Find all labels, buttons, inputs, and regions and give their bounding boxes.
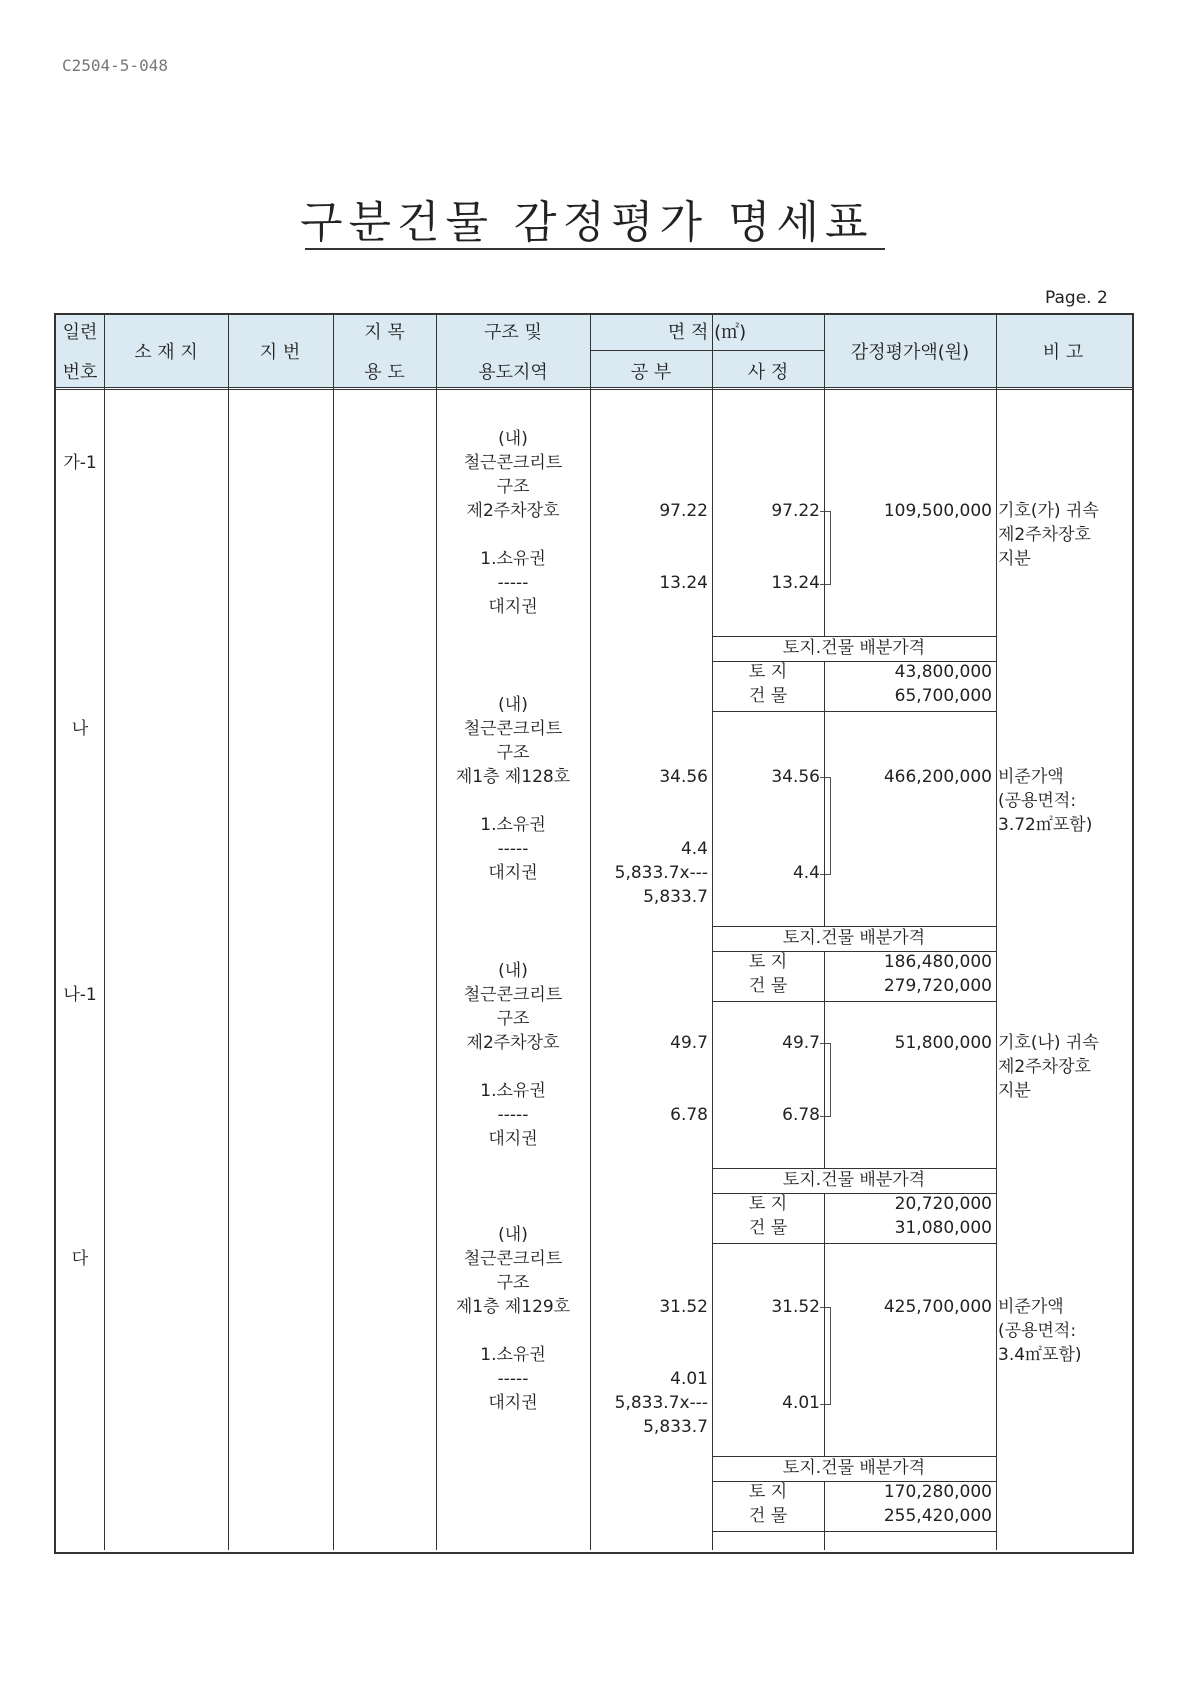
serial-number: 나 [71,719,89,739]
allocation-right-divider [996,1168,997,1244]
allocation-title: 토지.건물 배분가격 [782,928,926,948]
remarks-column-divider-part [996,1001,997,1168]
structure-line: 구조 [496,1009,530,1029]
structure-line: 1.소유권 [480,549,546,569]
structure-line: ----- [497,573,529,593]
building-label: 건 물 [748,976,788,996]
building-label: 건 물 [748,1506,788,1526]
area-actual-value: 4.01 [782,1393,820,1413]
header-area-public: 공 부 [630,362,672,383]
structure-line: 대지권 [488,863,538,883]
structure-line: ----- [497,1369,529,1389]
structure-line: 구조 [496,477,530,497]
area-public-value: 31.52 [659,1297,708,1317]
area-public-value: 5,833.7x--- [614,863,708,883]
allocation-inner-divider [824,661,825,711]
building-value: 65,700,000 [894,686,992,706]
structure-line: 1.소유권 [480,1345,546,1365]
land-label: 토 지 [748,1194,788,1214]
header-serial-1: 일련 [62,322,98,343]
land-value: 186,480,000 [883,952,992,972]
area-public-value: 13.24 [659,573,708,593]
allocation-right-divider [996,636,997,712]
structure-line: 대지권 [488,1393,538,1413]
remarks-column-divider-part [996,389,997,636]
remarks-line: 3.4㎡포함) [998,1345,1082,1365]
structure-line: (내) [498,695,528,715]
value-bracket [820,777,831,875]
appraised-value: 425,700,000 [883,1297,992,1317]
structure-line: 1.소유권 [480,1081,546,1101]
structure-line: 제2주차장호 [466,501,560,521]
header-serial-2: 번호 [62,362,98,383]
page-number: Page. 2 [1045,288,1108,308]
structure-line: 1.소유권 [480,815,546,835]
area-actual-value: 4.4 [792,863,820,883]
remarks-line: 지분 [998,549,1031,569]
column-divider [104,313,105,1550]
header-appraised-value: 감정평가액(원) [850,342,970,363]
header-area: 면 적 (㎡) [667,322,747,343]
building-value: 31,080,000 [894,1218,992,1238]
allocation-rule-bottom [712,1531,996,1532]
building-label: 건 물 [748,1218,788,1238]
land-value: 20,720,000 [894,1194,992,1214]
area-actual-value: 6.78 [782,1105,820,1125]
page-title: 구분건물 감정평가 명세표 [300,197,874,248]
allocation-title: 토지.건물 배분가격 [782,1170,926,1190]
structure-line: (내) [498,961,528,981]
allocation-inner-divider [824,1481,825,1531]
building-value: 255,420,000 [883,1506,992,1526]
allocation-title: 토지.건물 배분가격 [782,638,926,658]
structure-line: 철근콘크리트 [463,453,563,473]
title-underline [305,248,885,250]
header-rule [54,387,1132,390]
allocation-title: 토지.건물 배분가격 [782,1458,926,1478]
header-structure-2: 용도지역 [478,362,548,383]
allocation-right-divider [996,1456,997,1532]
area-public-value: 6.78 [670,1105,708,1125]
allocation-inner-divider [824,1193,825,1243]
column-divider [824,313,825,389]
area-actual-value: 34.56 [771,767,820,787]
allocation-rule-bottom [712,1243,996,1244]
header-structure-1: 구조 및 [484,322,542,343]
remarks-line: 지분 [998,1081,1031,1101]
remarks-line: 기호(나) 귀속 [998,1033,1099,1053]
column-divider [590,313,591,1550]
header-category-2: 용 도 [364,362,405,383]
value-column-divider [824,1243,825,1456]
remarks-line: 비준가액 [998,1297,1064,1317]
header-location: 소 재 지 [134,342,198,363]
land-value: 170,280,000 [883,1482,992,1502]
area-public-value: 49.7 [670,1033,708,1053]
serial-number: 다 [71,1249,89,1269]
value-bracket [820,1043,831,1117]
structure-line: 제1층 제129호 [455,1297,571,1317]
appraised-value: 466,200,000 [883,767,992,787]
allocation-rule-bottom [712,711,996,712]
structure-line: 제1층 제128호 [455,767,571,787]
header-area-actual: 사 정 [747,362,789,383]
structure-line: ----- [497,839,529,859]
remarks-line: (공용면적: [998,1321,1077,1341]
structure-line: 구조 [496,743,530,763]
value-column-divider [824,711,825,926]
remarks-column-divider-part [996,711,997,926]
column-divider [228,313,229,1550]
value-column-divider [824,1531,825,1550]
serial-number: 가-1 [63,453,97,473]
column-divider [333,313,334,1550]
structure-line: ----- [497,1105,529,1125]
area-public-value: 5,833.7x--- [614,1393,708,1413]
structure-line: 구조 [496,1273,530,1293]
land-label: 토 지 [748,1482,788,1502]
appraised-value: 51,800,000 [894,1033,992,1053]
allocation-inner-divider [824,951,825,1001]
value-column-divider [824,389,825,636]
building-value: 279,720,000 [883,976,992,996]
allocation-right-divider [996,926,997,1002]
building-label: 건 물 [748,686,788,706]
value-bracket [820,1307,831,1405]
structure-line: (내) [498,429,528,449]
structure-line: (내) [498,1225,528,1245]
structure-line: 대지권 [488,1129,538,1149]
land-value: 43,800,000 [894,662,992,682]
remarks-line: (공용면적: [998,791,1077,811]
header-area-subrule [590,350,824,351]
area-public-value: 4.01 [670,1369,708,1389]
allocation-rule-bottom [712,1001,996,1002]
value-column-divider [824,1001,825,1168]
area-public-value: 5,833.7 [643,887,708,907]
header-remarks: 비 고 [1042,342,1084,363]
area-actual-value: 31.52 [771,1297,820,1317]
header-lot-number: 지 번 [259,342,301,363]
land-label: 토 지 [748,952,788,972]
remarks-line: 제2주차장호 [998,525,1091,545]
remarks-column-divider-part [996,1243,997,1456]
structure-line: 제2주차장호 [466,1033,560,1053]
structure-line: 철근콘크리트 [463,1249,563,1269]
area-public-value: 5,833.7 [643,1417,708,1437]
remarks-line: 3.72㎡포함) [998,815,1093,835]
appraised-value: 109,500,000 [883,501,992,521]
structure-line: 철근콘크리트 [463,985,563,1005]
header-category-1: 지 목 [364,322,405,343]
structure-line: 철근콘크리트 [463,719,563,739]
land-label: 토 지 [748,662,788,682]
remarks-line: 비준가액 [998,767,1064,787]
document-id: C2504-5-048 [62,56,168,75]
remarks-line: 기호(가) 귀속 [998,501,1099,521]
area-actual-value: 13.24 [771,573,820,593]
remarks-line: 제2주차장호 [998,1057,1091,1077]
serial-number: 나-1 [63,985,97,1005]
area-actual-value: 49.7 [782,1033,820,1053]
area-public-value: 97.22 [659,501,708,521]
area-public-value: 4.4 [680,839,708,859]
value-bracket [820,511,831,585]
area-public-value: 34.56 [659,767,708,787]
structure-line: 대지권 [488,597,538,617]
area-actual-value: 97.22 [771,501,820,521]
remarks-column-divider-part [996,1531,997,1550]
